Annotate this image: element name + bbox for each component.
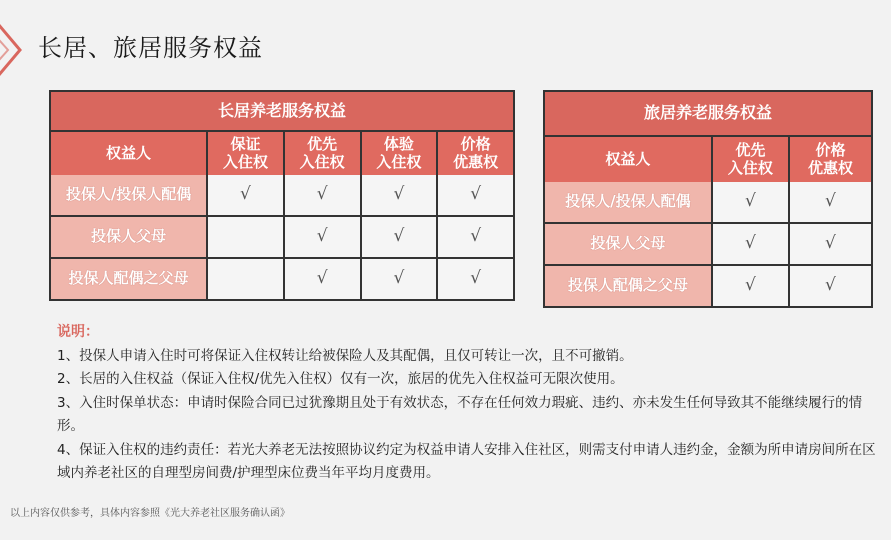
- travel-stay-table-title: 旅居养老服务权益: [545, 92, 871, 137]
- note-item-4: 4、保证入住权的违约责任：若光大养老无法按照协议约定为权益申请人安排入住社区，则需支付申请人违约金，金额为所申请房间所在区域内养老社区的自理型房间费/护理型床位费当年平均月度费用。: [57, 441, 876, 481]
- table-row: [51, 259, 513, 299]
- table-row: [51, 175, 513, 217]
- note-item-1: 1、投保人申请入住时可将保证入住权转让给被保险人及其配偶，且仅可转让一次，且不可撤销。: [57, 347, 633, 364]
- empty-cell: [208, 217, 285, 259]
- row-label: 投保人/投保人配偶: [51, 175, 208, 217]
- chevron-decoration-icon: [0, 22, 22, 78]
- footnote: 以上内容仅供参考，具体内容参照《光大养老社区服务确认函》: [10, 508, 290, 519]
- check-mark: √: [713, 266, 790, 306]
- check-mark: √: [438, 175, 513, 217]
- table-row: [545, 224, 871, 266]
- check-mark: √: [285, 175, 362, 217]
- row-label: 投保人配偶之父母: [545, 266, 713, 306]
- travel-stay-table: [543, 90, 873, 308]
- row-label: 投保人父母: [545, 224, 713, 266]
- note-item-3: 3、入住时保单状态：申请时保险合同已过犹豫期且处于有效状态，不存在任何效力瑕疵、违约、亦未发生任何导致其不能继续履行的情形。: [57, 394, 863, 434]
- empty-cell: [208, 259, 285, 299]
- column-header: 权益人: [545, 137, 713, 182]
- column-header: 保证 入住权: [208, 132, 285, 175]
- check-mark: √: [438, 259, 513, 299]
- column-header: 权益人: [51, 132, 208, 175]
- table-row: [545, 266, 871, 306]
- row-label: 投保人配偶之父母: [51, 259, 208, 299]
- column-header: 体验 入住权: [362, 132, 439, 175]
- check-mark: √: [790, 224, 871, 266]
- check-mark: √: [285, 259, 362, 299]
- check-mark: √: [362, 259, 439, 299]
- check-mark: √: [790, 182, 871, 224]
- notes-section: [57, 321, 877, 486]
- table-row: [545, 182, 871, 224]
- check-mark: √: [285, 217, 362, 259]
- check-mark: √: [790, 266, 871, 306]
- column-header: 优先 入住权: [285, 132, 362, 175]
- check-mark: √: [713, 182, 790, 224]
- table-row: [51, 217, 513, 259]
- check-mark: √: [208, 175, 285, 217]
- column-header: 价格 优惠权: [438, 132, 513, 175]
- row-label: 投保人/投保人配偶: [545, 182, 713, 224]
- check-mark: √: [438, 217, 513, 259]
- check-mark: √: [362, 217, 439, 259]
- column-header: 优先 入住权: [713, 137, 790, 182]
- long-stay-table: [49, 90, 515, 301]
- column-header: 价格 优惠权: [790, 137, 871, 182]
- check-mark: √: [713, 224, 790, 266]
- check-mark: √: [362, 175, 439, 217]
- notes-title: 说明：: [57, 324, 99, 340]
- row-label: 投保人父母: [51, 217, 208, 259]
- note-item-2: 2、长居的入住权益（保证入住权/优先入住权）仅有一次，旅居的优先入住权益可无限次使用。: [57, 371, 624, 387]
- long-stay-table-title: 长居养老服务权益: [51, 92, 513, 132]
- page-title: 长居、旅居服务权益: [38, 34, 263, 62]
